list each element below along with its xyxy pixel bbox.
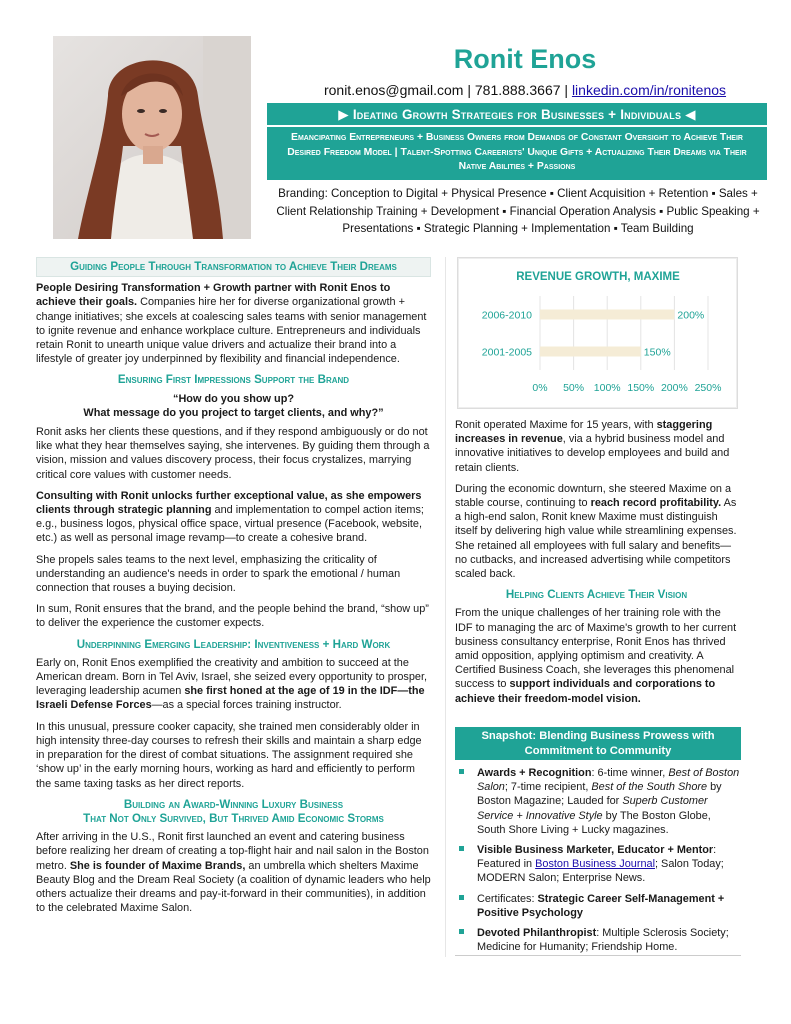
headline-banner [267, 103, 767, 180]
email-address[interactable]: ronit.enos@gmail.com [323, 82, 464, 98]
text: Ronit operated Maxime for 15 years, with [455, 419, 657, 431]
paragraph [36, 489, 431, 546]
section-title-first-impressions: Ensuring First Impressions Support the Brand [117, 373, 350, 387]
divider [455, 955, 741, 956]
data-label: 200% [677, 309, 705, 322]
text: ; 7-time recipient, [504, 781, 592, 794]
x-tick-label: 100% [593, 382, 621, 394]
person-name: Ronit Enos [453, 44, 597, 74]
bold-text: Consulting with Ronit unlocks further exceptional value, as she empowers clients through strategic planning [36, 489, 422, 517]
boston-business-journal-link[interactable]: Boston Business Journal [535, 858, 655, 871]
italic-text: Best of the South Shore [591, 781, 708, 794]
square-bullet-icon [459, 846, 464, 851]
list-item [455, 843, 741, 886]
bold-text: She is founder of Maxime Brands, [69, 859, 246, 872]
separator: | [463, 82, 475, 98]
square-bullet-icon [459, 895, 464, 900]
text: Early on, Ronit Enos exemplified the creativity and ambition to succeed at the American dream. Born in Tel Aviv, Israel, she seized every opportunity to prosper, leveraging leadership acumen [36, 656, 428, 698]
text: by Boston Magazine; Lauded for [477, 781, 722, 808]
list-item [455, 766, 741, 837]
text: and implementation to compel action items; e.g., business logos, physical office space, virtual presence (Facebook, website, etc.) as well as personal image revamp—to create a cohesive brand. [36, 504, 424, 545]
quote-line-2: What message do you project to target clients, and why?” [83, 406, 384, 419]
bold-text: People Desiring Transformation + Growth partner with Ronit Enos to achieve their goals. [36, 282, 391, 309]
text: Certificates: [477, 892, 538, 905]
section-title-guiding: Guiding People Through Transformation to Achieve Their Dreams [36, 257, 431, 277]
chart-svg [458, 258, 737, 408]
italic-text: Superb Customer Service + Innovative Style [477, 795, 708, 822]
text: After arriving in the U.S., Ronit first launched an event and catering business before realizing her dream of creating a top-flight hair and nail salon in the Boston metro. [36, 831, 429, 872]
square-bullet-icon [459, 929, 464, 934]
paragraph: Ronit asks her clients these questions, and if they respond ambiguously or do not like what they hear themselves saying, she intervenes. By guiding them through a vision, mission and values discovery process, their focus crystalizes, marrying critical core values with customer needs. [36, 426, 430, 481]
text: —as a special forces training instructor. [151, 699, 342, 712]
snapshot-title: Snapshot: Blending Business Prowess with Commitment to Community [455, 727, 741, 760]
x-tick-label: 150% [627, 382, 655, 394]
text: ; Salon Today; MODERN Salon; Enterprise News. [477, 858, 724, 885]
data-label: 150% [643, 346, 671, 359]
italic-text: Best of Boston Salon [477, 767, 740, 794]
text: : Featured in [477, 844, 717, 871]
text: , via a hybrid business model and innovative initiatives to develop employees and build and retain clients. [455, 433, 730, 474]
square-bullet-icon [459, 769, 464, 774]
bar [540, 347, 641, 357]
text: As a high-end salon, Ronit knew Maxime must distinguish itself by delivering high value while streamlining expenses. She retained all employees with full salary and benefits—no cutbacks, and increased advertising while competitors scaled back. [455, 497, 737, 581]
text: by The Boston Globe, South Shore Living + Lucky magazines. [477, 809, 711, 836]
snapshot-list [455, 766, 741, 954]
left-column [36, 257, 431, 922]
column-divider [445, 257, 446, 957]
bold-text: Visible Business Marketer, Educator + Mentor [477, 844, 714, 857]
separator: | [560, 82, 572, 98]
paragraph: In this unusual, pressure cooker capacity, she trained men considerably older in high intensity three-day courses to refresh their skills and maintain a sharp edge in preparation for the direst of combat situations. The assignment required she ‘show up’ in the early morning hours, working as hard and efficiently to perform the same taxing tasks as her direct reports. [36, 720, 422, 790]
revenue-chart [457, 257, 738, 409]
text: From the unique challenges of her training role with the IDF to managing the arc of Maxime's growth to her current business consultancy enterprise, Ronit Enos has thrived amid opposition, applying optimism and creativity. A Certified Business Coach, she leverages this phenomenal success to [455, 607, 737, 691]
text: Companies hire her for diverse organizational growth + change initiatives; she excels at coalescing sales teams with senior management to ignite revenue and enhance workplace culture. Entrepreneurs and individuals retain Ronit to unearth unique value drivers and actualize their brand into a lifestyle of greater joy underpinned by flexibility and financial independence. [36, 296, 427, 366]
quote-line-1: “How do you show up? [173, 392, 294, 405]
linkedin-link[interactable]: linkedin.com/in/ronitenos [571, 82, 727, 98]
paragraph [36, 830, 431, 915]
bold-text: she first honed at the age of 19 in the IDF—the Israeli Defense Forces [36, 685, 425, 712]
bold-text: Devoted Philanthropist [477, 927, 597, 940]
bold-text: support individuals and corporations to achieve their freedom-model vision. [455, 678, 716, 705]
sub-tagline: Emancipating Entrepreneurs + Business Owners from Demands of Constant Oversight to Achieve Their Desired Freedom Model | Talent-Spotting Careerists' Unique Gifts + Actualizing Their Dreams via Their Native Abilities + Passions [287, 132, 747, 172]
bar [540, 310, 674, 320]
contact-line [270, 82, 780, 98]
paragraph: In sum, Ronit ensures that the brand, and the people behind the brand, “show up” to deliver the experience the customer expects. [36, 603, 429, 630]
bold-text: Awards + Recognition [477, 767, 592, 779]
snapshot-box [455, 727, 741, 960]
x-tick-label: 200% [660, 382, 688, 394]
category-label: 2006-2010 [481, 309, 532, 322]
profile-photo [53, 36, 251, 239]
text: During the economic downturn, she steered Maxime on a stable course, continuing to [455, 482, 732, 510]
paragraph [36, 656, 431, 713]
paragraph [455, 482, 738, 581]
paragraph [36, 281, 431, 366]
list-item [455, 892, 741, 920]
chart-title: REVENUE GROWTH, MAXIME [516, 271, 680, 283]
phone-number: 781.888.3667 [474, 82, 561, 98]
paragraph [455, 606, 738, 705]
bold-text: staggering increases in revenue [455, 419, 713, 446]
paragraph [455, 418, 738, 475]
text: : Multiple Sclerosis Society; Medicine for Humanity; Friendship Home. [477, 927, 729, 954]
list-item [455, 926, 741, 954]
skills-list: Branding: Conception to Digital + Physical Presence ▪ Client Acquisition + Retention ▪ Sales + Client Relationship Training + Development ▪ Financial Operation Analysis ▪ Public Speaking + Presentations ▪ Strategic Planning + Implementation ▪ Team Building [276, 187, 760, 235]
section-title-helping: Helping Clients Achieve Their Vision [505, 588, 688, 602]
tagline: ▶ Ideating Growth Strategies for Businesses + Individuals ◀ [267, 103, 767, 127]
text: : 6-time winner, [591, 767, 669, 779]
x-tick-label: 50% [563, 382, 585, 394]
bold-text: reach record profitability. [590, 497, 722, 510]
x-tick-label: 250% [694, 382, 722, 394]
category-label: 2001-2005 [481, 346, 532, 359]
text: an umbrella which shelters Maxime Beauty Blog and the Dream Real Society (a coalition of dynamic leaders who help others actualize their dreams and pay-it-forward in their communities), in addition to the celebrated Maxime Salon. [36, 859, 431, 915]
right-column [455, 418, 738, 713]
section-title-leadership: Underpinning Emerging Leadership: Inventiveness + Hard Work [76, 637, 391, 651]
section-title-luxury-2: That Not Only Survived, But Thrived Amid Economic Storms [83, 811, 384, 825]
section-title-luxury-1: Building an Award-Winning Luxury Business [123, 797, 344, 811]
paragraph: She propels sales teams to the next level, emphasizing the criticality of understanding an audience's needs in order to spark the emotional / human connection that rouses a buying decision. [36, 553, 401, 595]
bold-text: Strategic Career Self-Management + Positive Psychology [477, 892, 725, 919]
x-tick-label: 0% [532, 382, 548, 394]
